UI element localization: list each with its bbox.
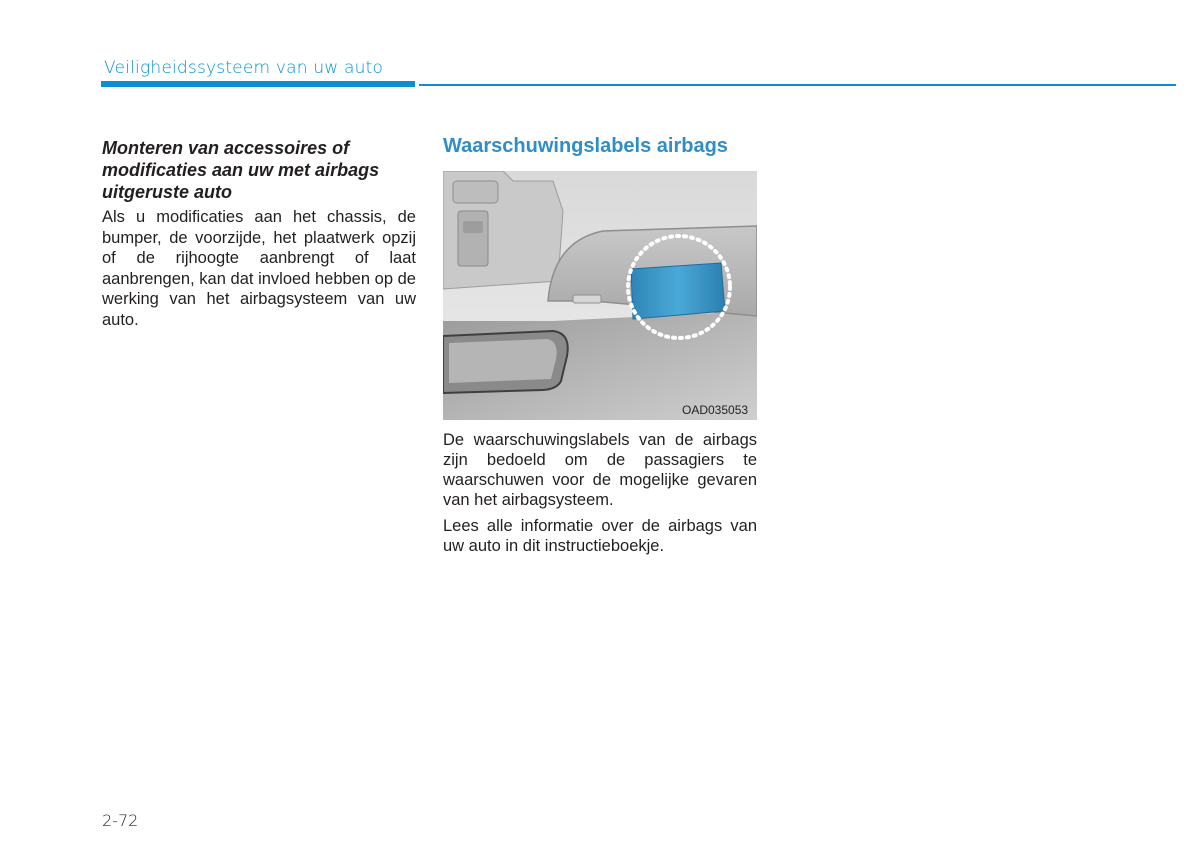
section-title: Veiligheidssysteem van uw auto	[104, 58, 384, 78]
warning-paragraph-2: Lees alle informatie over de airbags van uw auto in dit instructieboekje.	[443, 517, 757, 555]
page-number: 2-72	[102, 811, 139, 830]
sun-visor-illustration	[443, 171, 757, 420]
warning-labels-heading: Waarschuwingslabels airbags	[443, 135, 728, 157]
figure-code: OAD035053	[682, 403, 749, 417]
warning-labels-body	[443, 430, 757, 562]
warning-label	[631, 263, 725, 319]
accessories-heading: Monteren van accessoires of modificaties aan uw met airbags uitgeruste auto	[102, 138, 380, 202]
header-rule-thick	[101, 81, 415, 87]
header-rule-thin	[419, 84, 1176, 86]
accessories-body: Als u modificaties aan het chassis, de bumper, de voorzijde, het plaatwerk opzij of de rijhoogte aanbrengt of laat aanbrengen, kan dat invloed hebben op de werking van het airbagsysteem van uw auto.	[102, 208, 416, 329]
warning-paragraph-1: De waarschuwingslabels van de airbags zijn bedoeld om de passagiers te waarschuwen voor de mogelijke gevaren van het airbagsysteem.	[443, 431, 757, 509]
